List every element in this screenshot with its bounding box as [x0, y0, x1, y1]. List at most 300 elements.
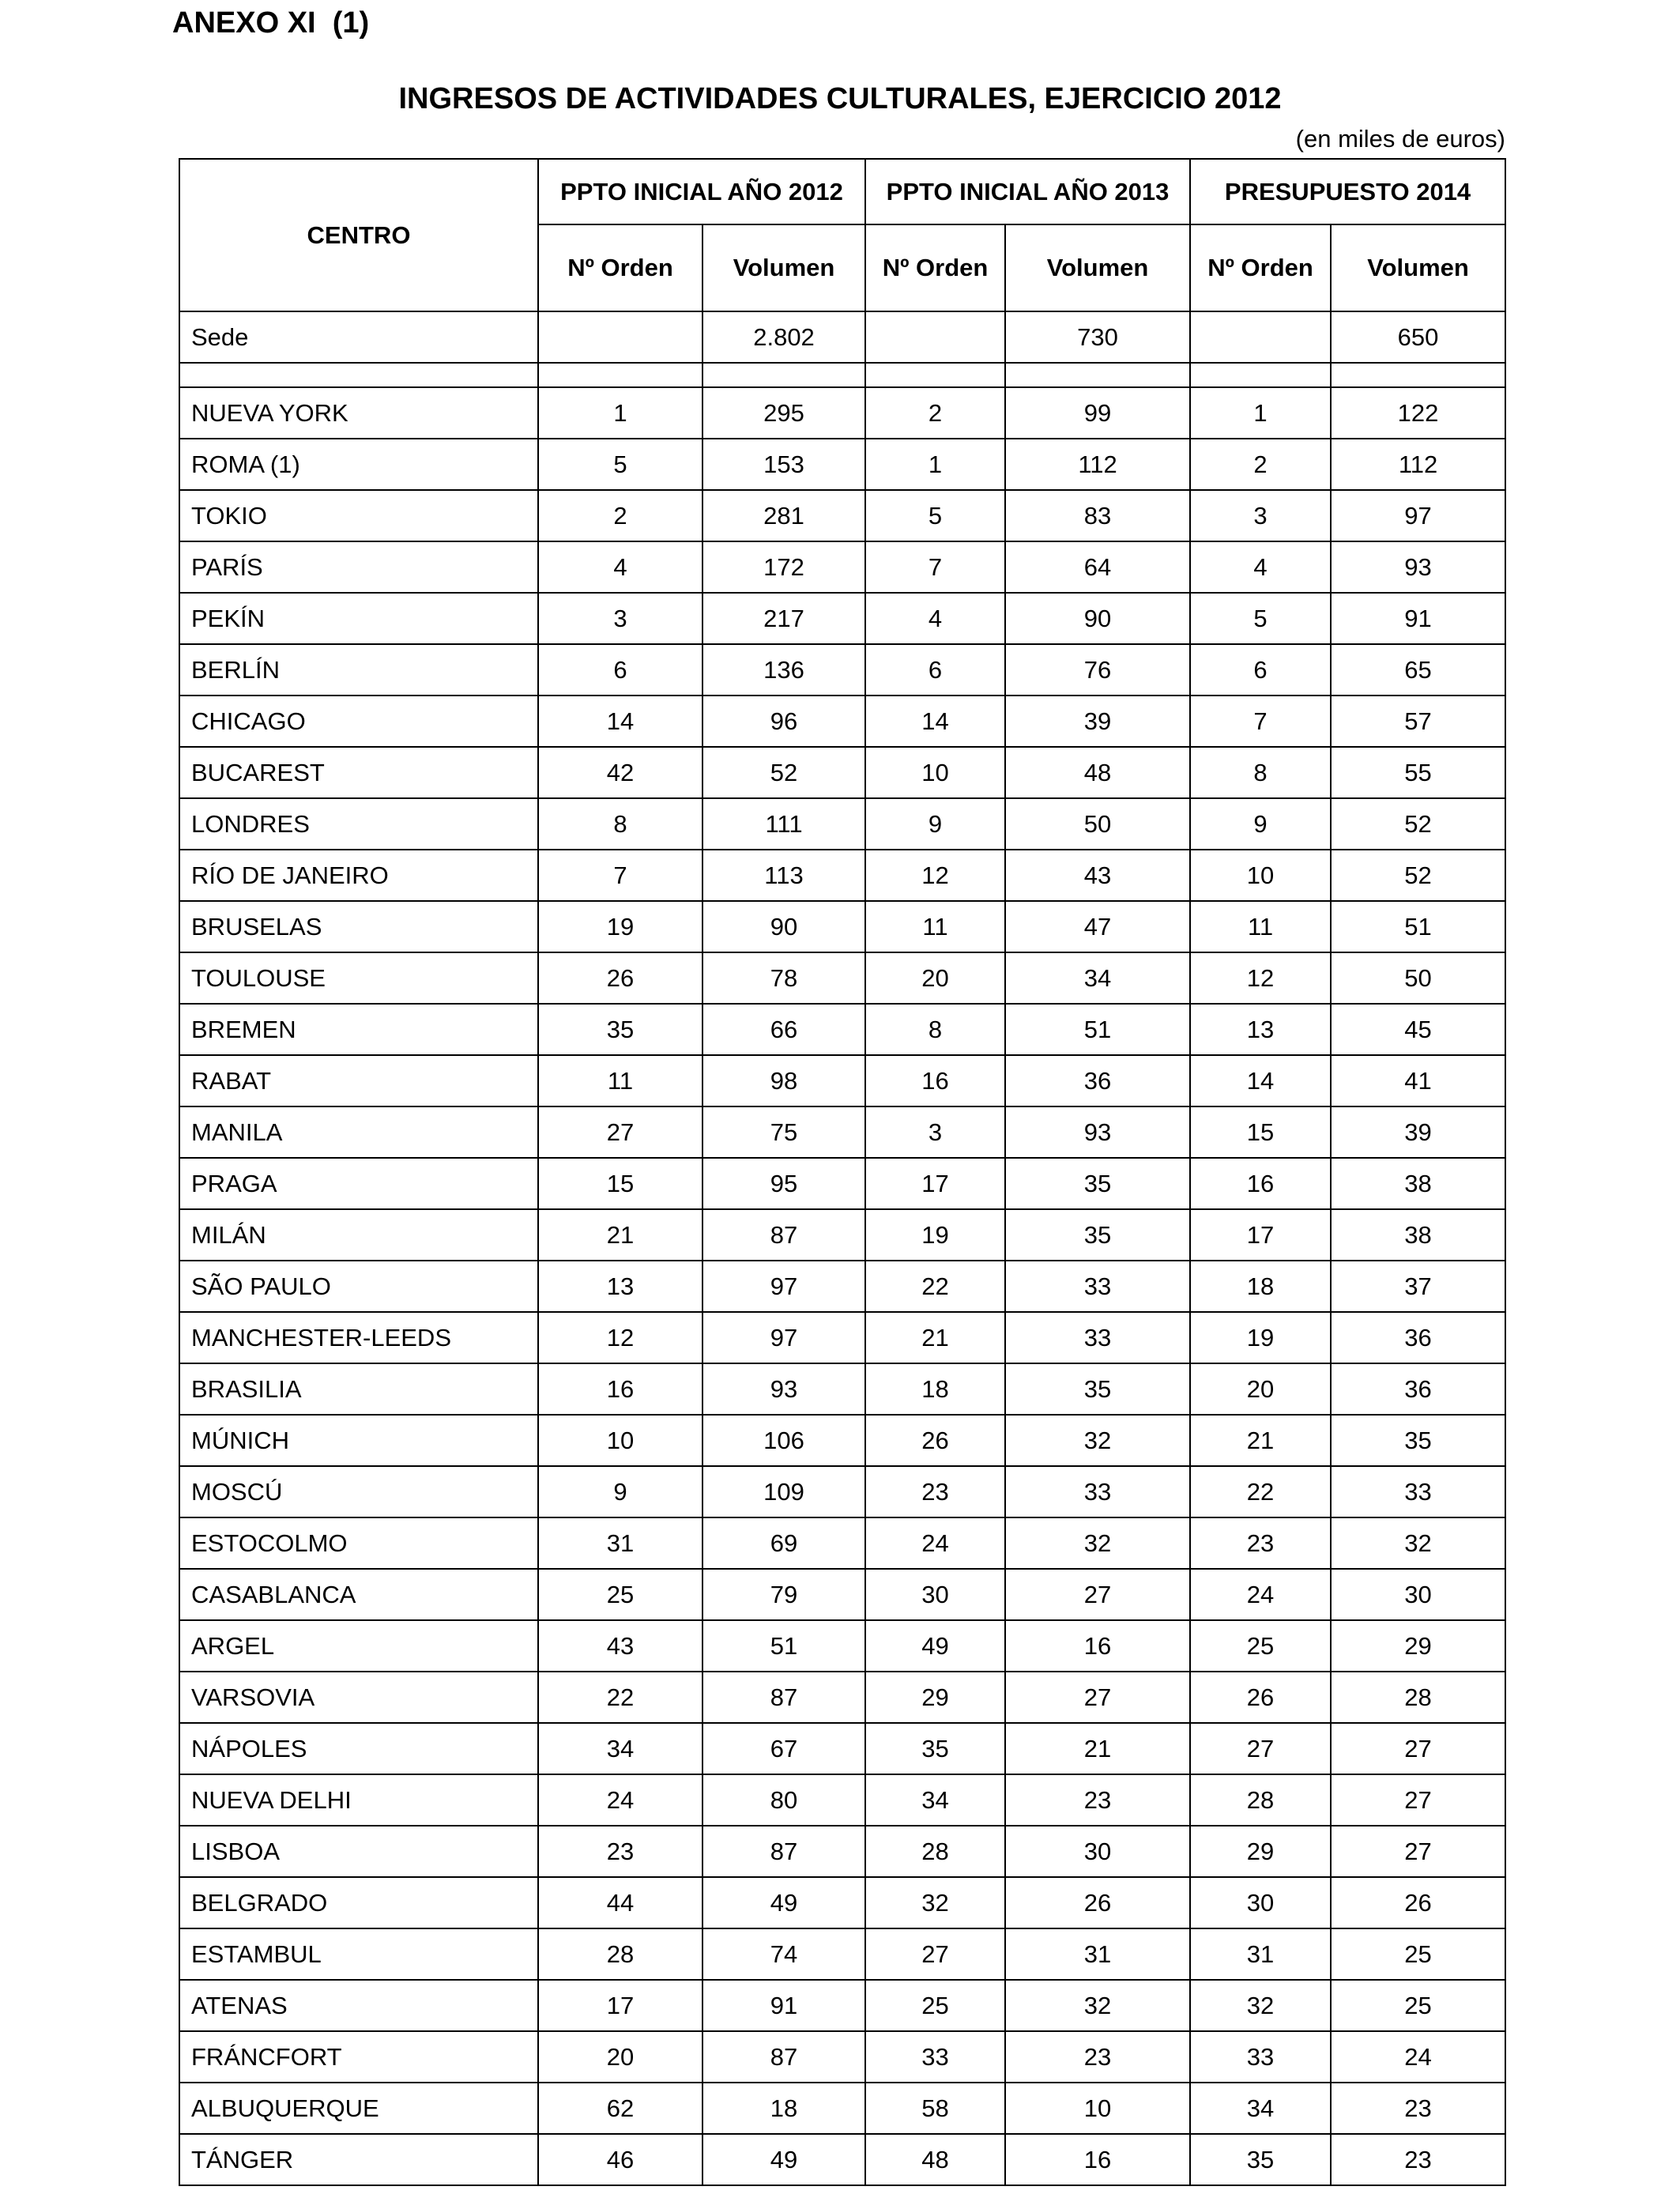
orden-2014-cell: 11 — [1190, 901, 1331, 952]
volumen-2014-cell: 27 — [1331, 1774, 1505, 1826]
orden-2013-cell: 49 — [865, 1620, 1005, 1672]
centro-cell: LONDRES — [179, 798, 538, 850]
empty-cell — [1005, 363, 1190, 387]
orden-2014-cell: 4 — [1190, 541, 1331, 593]
table-row — [179, 1004, 1505, 1055]
volumen-2012-cell: 136 — [703, 644, 865, 696]
table-row — [179, 644, 1505, 696]
volumen-2013-cell: 48 — [1005, 747, 1190, 798]
centro-cell: ESTAMBUL — [179, 1928, 538, 1980]
centro-cell: PEKÍN — [179, 593, 538, 644]
volumen-2013-cell: 83 — [1005, 490, 1190, 541]
orden-2012-cell: 17 — [538, 1980, 703, 2031]
volumen-2014-cell: 55 — [1331, 747, 1505, 798]
centro-cell: ESTOCOLMO — [179, 1517, 538, 1569]
table-row — [179, 490, 1505, 541]
orden-2014-cell: 34 — [1190, 2083, 1331, 2134]
orden-2012-cell: 21 — [538, 1209, 703, 1261]
sub-header-orden-2014: Nº Orden — [1190, 224, 1331, 311]
volumen-2012-cell: 153 — [703, 439, 865, 490]
volumen-2013-cell: 27 — [1005, 1672, 1190, 1723]
centro-cell: BELGRADO — [179, 1877, 538, 1928]
volumen-2012-cell: 69 — [703, 1517, 865, 1569]
volumen-2013-cell: 33 — [1005, 1466, 1190, 1517]
orden-2013-cell: 22 — [865, 1261, 1005, 1312]
orden-2014-cell: 26 — [1190, 1672, 1331, 1723]
volumen-2013-cell: 39 — [1005, 696, 1190, 747]
orden-2012-cell: 14 — [538, 696, 703, 747]
orden-2012-cell: 28 — [538, 1928, 703, 1980]
volumen-2012-cell: 75 — [703, 1106, 865, 1158]
orden-2013-cell: 18 — [865, 1363, 1005, 1415]
centro-cell: FRÁNCFORT — [179, 2031, 538, 2083]
centro-cell: BRASILIA — [179, 1363, 538, 1415]
orden-2014-cell — [1190, 311, 1331, 363]
orden-2012-cell: 24 — [538, 1774, 703, 1826]
orden-2014-cell: 23 — [1190, 1517, 1331, 1569]
orden-2014-cell: 2 — [1190, 439, 1331, 490]
volumen-2012-cell: 2.802 — [703, 311, 865, 363]
orden-2013-cell: 24 — [865, 1517, 1005, 1569]
orden-2013-cell: 1 — [865, 439, 1005, 490]
orden-2012-cell: 4 — [538, 541, 703, 593]
volumen-2013-cell: 64 — [1005, 541, 1190, 593]
orden-2014-cell: 32 — [1190, 1980, 1331, 2031]
orden-2012-cell: 44 — [538, 1877, 703, 1928]
orden-2014-cell: 28 — [1190, 1774, 1331, 1826]
table-row — [179, 1620, 1505, 1672]
empty-cell — [865, 363, 1005, 387]
centro-header: CENTRO — [179, 159, 538, 311]
units-note: (en miles de euros) — [1295, 125, 1505, 153]
orden-2014-cell: 18 — [1190, 1261, 1331, 1312]
orden-2013-cell: 29 — [865, 1672, 1005, 1723]
volumen-2014-cell: 26 — [1331, 1877, 1505, 1928]
volumen-2013-cell: 35 — [1005, 1363, 1190, 1415]
volumen-2014-cell: 97 — [1331, 490, 1505, 541]
volumen-2012-cell: 52 — [703, 747, 865, 798]
empty-cell — [1331, 363, 1505, 387]
table-row — [179, 593, 1505, 644]
centro-cell: BREMEN — [179, 1004, 538, 1055]
orden-2013-cell: 33 — [865, 2031, 1005, 2083]
volumen-2012-cell: 106 — [703, 1415, 865, 1466]
volumen-2012-cell: 95 — [703, 1158, 865, 1209]
centro-cell: BERLÍN — [179, 644, 538, 696]
table-row — [179, 1106, 1505, 1158]
centro-cell: PRAGA — [179, 1158, 538, 1209]
orden-2013-cell: 48 — [865, 2134, 1005, 2185]
orden-2014-cell: 21 — [1190, 1415, 1331, 1466]
orden-2014-cell: 30 — [1190, 1877, 1331, 1928]
orden-2013-cell: 14 — [865, 696, 1005, 747]
orden-2012-cell: 5 — [538, 439, 703, 490]
volumen-2012-cell: 97 — [703, 1312, 865, 1363]
orden-2014-cell: 6 — [1190, 644, 1331, 696]
volumen-2012-cell: 87 — [703, 1672, 865, 1723]
centro-cell: SÃO PAULO — [179, 1261, 538, 1312]
table-row — [179, 1980, 1505, 2031]
volumen-2014-cell: 45 — [1331, 1004, 1505, 1055]
volumen-2013-cell: 730 — [1005, 311, 1190, 363]
volumen-2012-cell: 172 — [703, 541, 865, 593]
orden-2013-cell: 26 — [865, 1415, 1005, 1466]
centro-cell: MANILA — [179, 1106, 538, 1158]
volumen-2014-cell: 23 — [1331, 2134, 1505, 2185]
volumen-2014-cell: 52 — [1331, 798, 1505, 850]
volumen-2014-cell: 25 — [1331, 1980, 1505, 2031]
orden-2013-cell: 16 — [865, 1055, 1005, 1106]
orden-2013-cell: 19 — [865, 1209, 1005, 1261]
centro-cell: CHICAGO — [179, 696, 538, 747]
table-row — [179, 1055, 1505, 1106]
volumen-2012-cell: 93 — [703, 1363, 865, 1415]
volumen-2013-cell: 50 — [1005, 798, 1190, 850]
orden-2013-cell: 21 — [865, 1312, 1005, 1363]
orden-2014-cell: 31 — [1190, 1928, 1331, 1980]
orden-2014-cell: 14 — [1190, 1055, 1331, 1106]
orden-2012-cell: 16 — [538, 1363, 703, 1415]
volumen-2013-cell: 26 — [1005, 1877, 1190, 1928]
page-title: INGRESOS DE ACTIVIDADES CULTURALES, EJERCICIO 2012 — [398, 82, 1282, 115]
volumen-2014-cell: 35 — [1331, 1415, 1505, 1466]
table-row — [179, 952, 1505, 1004]
orden-2012-cell: 9 — [538, 1466, 703, 1517]
volumen-2012-cell: 80 — [703, 1774, 865, 1826]
volumen-2014-cell: 23 — [1331, 2083, 1505, 2134]
spacer-row — [179, 363, 1505, 387]
volumen-2014-cell: 122 — [1331, 387, 1505, 439]
income-table — [179, 158, 1506, 2186]
volumen-2012-cell: 74 — [703, 1928, 865, 1980]
orden-2012-cell: 26 — [538, 952, 703, 1004]
orden-2013-cell: 6 — [865, 644, 1005, 696]
volumen-2012-cell: 18 — [703, 2083, 865, 2134]
orden-2013-cell: 7 — [865, 541, 1005, 593]
volumen-2012-cell: 79 — [703, 1569, 865, 1620]
orden-2012-cell: 62 — [538, 2083, 703, 2134]
centro-cell: TOULOUSE — [179, 952, 538, 1004]
volumen-2014-cell: 27 — [1331, 1826, 1505, 1877]
orden-2014-cell: 20 — [1190, 1363, 1331, 1415]
centro-cell: LISBOA — [179, 1826, 538, 1877]
volumen-2014-cell: 32 — [1331, 1517, 1505, 1569]
volumen-2014-cell: 38 — [1331, 1209, 1505, 1261]
volumen-2013-cell: 30 — [1005, 1826, 1190, 1877]
orden-2012-cell: 11 — [538, 1055, 703, 1106]
volumen-2013-cell: 35 — [1005, 1158, 1190, 1209]
orden-2012-cell: 22 — [538, 1672, 703, 1723]
volumen-2012-cell: 98 — [703, 1055, 865, 1106]
orden-2012-cell: 27 — [538, 1106, 703, 1158]
centro-cell: RABAT — [179, 1055, 538, 1106]
volumen-2014-cell: 37 — [1331, 1261, 1505, 1312]
volumen-2013-cell: 23 — [1005, 2031, 1190, 2083]
orden-2013-cell: 8 — [865, 1004, 1005, 1055]
table-row — [179, 387, 1505, 439]
orden-2013-cell: 34 — [865, 1774, 1005, 1826]
volumen-2013-cell: 10 — [1005, 2083, 1190, 2134]
volumen-2013-cell: 112 — [1005, 439, 1190, 490]
volumen-2013-cell: 21 — [1005, 1723, 1190, 1774]
table-row — [179, 1158, 1505, 1209]
volumen-2012-cell: 49 — [703, 2134, 865, 2185]
volumen-2014-cell: 36 — [1331, 1312, 1505, 1363]
table-row — [179, 1517, 1505, 1569]
volumen-2013-cell: 31 — [1005, 1928, 1190, 1980]
volumen-2012-cell: 87 — [703, 1826, 865, 1877]
volumen-2014-cell: 50 — [1331, 952, 1505, 1004]
orden-2012-cell: 13 — [538, 1261, 703, 1312]
volumen-2013-cell: 47 — [1005, 901, 1190, 952]
table-row — [179, 850, 1505, 901]
sub-header-volumen-2013: Volumen — [1005, 224, 1190, 311]
table-row — [179, 747, 1505, 798]
volumen-2013-cell: 32 — [1005, 1980, 1190, 2031]
volumen-2013-cell: 43 — [1005, 850, 1190, 901]
group-header-2013: PPTO INICIAL AÑO 2013 — [865, 159, 1190, 224]
volumen-2012-cell: 295 — [703, 387, 865, 439]
orden-2013-cell: 30 — [865, 1569, 1005, 1620]
volumen-2012-cell: 67 — [703, 1723, 865, 1774]
table-row — [179, 1826, 1505, 1877]
orden-2013-cell: 20 — [865, 952, 1005, 1004]
volumen-2012-cell: 78 — [703, 952, 865, 1004]
sede-row — [179, 311, 1505, 363]
orden-2014-cell: 13 — [1190, 1004, 1331, 1055]
orden-2014-cell: 1 — [1190, 387, 1331, 439]
sub-header-orden-2013: Nº Orden — [865, 224, 1005, 311]
orden-2014-cell: 29 — [1190, 1826, 1331, 1877]
table-row — [179, 1312, 1505, 1363]
volumen-2014-cell: 28 — [1331, 1672, 1505, 1723]
volumen-2013-cell: 34 — [1005, 952, 1190, 1004]
orden-2013-cell: 3 — [865, 1106, 1005, 1158]
volumen-2013-cell: 27 — [1005, 1569, 1190, 1620]
table-row — [179, 2031, 1505, 2083]
sub-header-volumen-2014: Volumen — [1331, 224, 1505, 311]
volumen-2014-cell: 112 — [1331, 439, 1505, 490]
table-row — [179, 1415, 1505, 1466]
empty-cell — [1190, 363, 1331, 387]
orden-2013-cell: 11 — [865, 901, 1005, 952]
centro-cell: Sede — [179, 311, 538, 363]
centro-cell: PARÍS — [179, 541, 538, 593]
volumen-2014-cell: 52 — [1331, 850, 1505, 901]
centro-cell: ROMA (1) — [179, 439, 538, 490]
table-row — [179, 2134, 1505, 2185]
volumen-2013-cell: 32 — [1005, 1415, 1190, 1466]
volumen-2012-cell: 90 — [703, 901, 865, 952]
orden-2014-cell: 9 — [1190, 798, 1331, 850]
orden-2012-cell: 43 — [538, 1620, 703, 1672]
orden-2013-cell: 28 — [865, 1826, 1005, 1877]
sub-header-volumen-2012: Volumen — [703, 224, 865, 311]
volumen-2014-cell: 33 — [1331, 1466, 1505, 1517]
table-row — [179, 696, 1505, 747]
centro-cell: MANCHESTER-LEEDS — [179, 1312, 538, 1363]
orden-2012-cell: 42 — [538, 747, 703, 798]
centro-cell: NUEVA YORK — [179, 387, 538, 439]
orden-2012-cell: 31 — [538, 1517, 703, 1569]
orden-2014-cell: 15 — [1190, 1106, 1331, 1158]
volumen-2014-cell: 57 — [1331, 696, 1505, 747]
table-row — [179, 1209, 1505, 1261]
volumen-2013-cell: 16 — [1005, 1620, 1190, 1672]
volumen-2014-cell: 30 — [1331, 1569, 1505, 1620]
orden-2012-cell: 46 — [538, 2134, 703, 2185]
table-row — [179, 1774, 1505, 1826]
centro-cell: MOSCÚ — [179, 1466, 538, 1517]
orden-2012-cell: 1 — [538, 387, 703, 439]
orden-2012-cell: 34 — [538, 1723, 703, 1774]
orden-2013-cell: 17 — [865, 1158, 1005, 1209]
orden-2013-cell: 10 — [865, 747, 1005, 798]
sub-header-orden-2012: Nº Orden — [538, 224, 703, 311]
orden-2012-cell: 7 — [538, 850, 703, 901]
volumen-2014-cell: 24 — [1331, 2031, 1505, 2083]
orden-2013-cell: 23 — [865, 1466, 1005, 1517]
volumen-2012-cell: 87 — [703, 1209, 865, 1261]
volumen-2014-cell: 27 — [1331, 1723, 1505, 1774]
orden-2014-cell: 8 — [1190, 747, 1331, 798]
annex-label: ANEXO XI (1) — [172, 6, 370, 40]
volumen-2013-cell: 33 — [1005, 1312, 1190, 1363]
table-row — [179, 1723, 1505, 1774]
orden-2014-cell: 24 — [1190, 1569, 1331, 1620]
volumen-2012-cell: 281 — [703, 490, 865, 541]
orden-2012-cell: 15 — [538, 1158, 703, 1209]
orden-2014-cell: 5 — [1190, 593, 1331, 644]
orden-2012-cell: 35 — [538, 1004, 703, 1055]
orden-2013-cell: 2 — [865, 387, 1005, 439]
orden-2014-cell: 10 — [1190, 850, 1331, 901]
orden-2012-cell: 10 — [538, 1415, 703, 1466]
orden-2013-cell: 32 — [865, 1877, 1005, 1928]
orden-2013-cell: 12 — [865, 850, 1005, 901]
table-row — [179, 901, 1505, 952]
volumen-2013-cell: 32 — [1005, 1517, 1190, 1569]
orden-2012-cell: 23 — [538, 1826, 703, 1877]
table-row — [179, 1672, 1505, 1723]
table-row — [179, 2083, 1505, 2134]
orden-2013-cell: 5 — [865, 490, 1005, 541]
orden-2014-cell: 35 — [1190, 2134, 1331, 2185]
volumen-2014-cell: 93 — [1331, 541, 1505, 593]
table-row — [179, 439, 1505, 490]
orden-2014-cell: 3 — [1190, 490, 1331, 541]
volumen-2013-cell: 16 — [1005, 2134, 1190, 2185]
centro-cell: NÁPOLES — [179, 1723, 538, 1774]
table-row — [179, 1569, 1505, 1620]
centro-cell: RÍO DE JANEIRO — [179, 850, 538, 901]
volumen-2013-cell: 33 — [1005, 1261, 1190, 1312]
volumen-2013-cell: 76 — [1005, 644, 1190, 696]
volumen-2013-cell: 35 — [1005, 1209, 1190, 1261]
orden-2013-cell: 25 — [865, 1980, 1005, 2031]
volumen-2014-cell: 65 — [1331, 644, 1505, 696]
empty-cell — [538, 363, 703, 387]
volumen-2013-cell: 90 — [1005, 593, 1190, 644]
orden-2013-cell: 58 — [865, 2083, 1005, 2134]
volumen-2012-cell: 97 — [703, 1261, 865, 1312]
orden-2012-cell: 20 — [538, 2031, 703, 2083]
volumen-2014-cell: 25 — [1331, 1928, 1505, 1980]
volumen-2014-cell: 29 — [1331, 1620, 1505, 1672]
volumen-2014-cell: 51 — [1331, 901, 1505, 952]
volumen-2012-cell: 87 — [703, 2031, 865, 2083]
volumen-2014-cell: 650 — [1331, 311, 1505, 363]
orden-2012-cell: 19 — [538, 901, 703, 952]
centro-cell: ALBUQUERQUE — [179, 2083, 538, 2134]
volumen-2012-cell: 66 — [703, 1004, 865, 1055]
volumen-2014-cell: 36 — [1331, 1363, 1505, 1415]
centro-cell: ARGEL — [179, 1620, 538, 1672]
centro-cell: NUEVA DELHI — [179, 1774, 538, 1826]
orden-2014-cell: 16 — [1190, 1158, 1331, 1209]
empty-cell — [703, 363, 865, 387]
orden-2013-cell: 27 — [865, 1928, 1005, 1980]
centro-cell: TOKIO — [179, 490, 538, 541]
volumen-2014-cell: 39 — [1331, 1106, 1505, 1158]
orden-2013-cell: 9 — [865, 798, 1005, 850]
orden-2012-cell: 2 — [538, 490, 703, 541]
volumen-2014-cell: 91 — [1331, 593, 1505, 644]
table-row — [179, 798, 1505, 850]
centro-cell: TÁNGER — [179, 2134, 538, 2185]
orden-2014-cell: 22 — [1190, 1466, 1331, 1517]
centro-cell: BUCAREST — [179, 747, 538, 798]
orden-2014-cell: 27 — [1190, 1723, 1331, 1774]
volumen-2012-cell: 111 — [703, 798, 865, 850]
table-row — [179, 1261, 1505, 1312]
centro-cell: ATENAS — [179, 1980, 538, 2031]
table-row — [179, 1466, 1505, 1517]
orden-2014-cell: 19 — [1190, 1312, 1331, 1363]
orden-2014-cell: 33 — [1190, 2031, 1331, 2083]
orden-2014-cell: 25 — [1190, 1620, 1331, 1672]
centro-cell: MILÁN — [179, 1209, 538, 1261]
orden-2013-cell: 35 — [865, 1723, 1005, 1774]
volumen-2012-cell: 51 — [703, 1620, 865, 1672]
centro-cell: CASABLANCA — [179, 1569, 538, 1620]
table-row — [179, 1928, 1505, 1980]
centro-cell: MÚNICH — [179, 1415, 538, 1466]
volumen-2013-cell: 93 — [1005, 1106, 1190, 1158]
volumen-2012-cell: 49 — [703, 1877, 865, 1928]
orden-2012-cell: 25 — [538, 1569, 703, 1620]
orden-2012-cell: 8 — [538, 798, 703, 850]
volumen-2012-cell: 91 — [703, 1980, 865, 2031]
volumen-2014-cell: 38 — [1331, 1158, 1505, 1209]
volumen-2012-cell: 109 — [703, 1466, 865, 1517]
orden-2014-cell: 7 — [1190, 696, 1331, 747]
orden-2014-cell: 12 — [1190, 952, 1331, 1004]
volumen-2012-cell: 217 — [703, 593, 865, 644]
orden-2012-cell: 12 — [538, 1312, 703, 1363]
orden-2013-cell — [865, 311, 1005, 363]
table-row — [179, 541, 1505, 593]
orden-2014-cell: 17 — [1190, 1209, 1331, 1261]
centro-cell: BRUSELAS — [179, 901, 538, 952]
volumen-2013-cell: 51 — [1005, 1004, 1190, 1055]
volumen-2013-cell: 99 — [1005, 387, 1190, 439]
volumen-2014-cell: 41 — [1331, 1055, 1505, 1106]
orden-2012-cell — [538, 311, 703, 363]
orden-2013-cell: 4 — [865, 593, 1005, 644]
table-row — [179, 1877, 1505, 1928]
empty-cell — [179, 363, 538, 387]
